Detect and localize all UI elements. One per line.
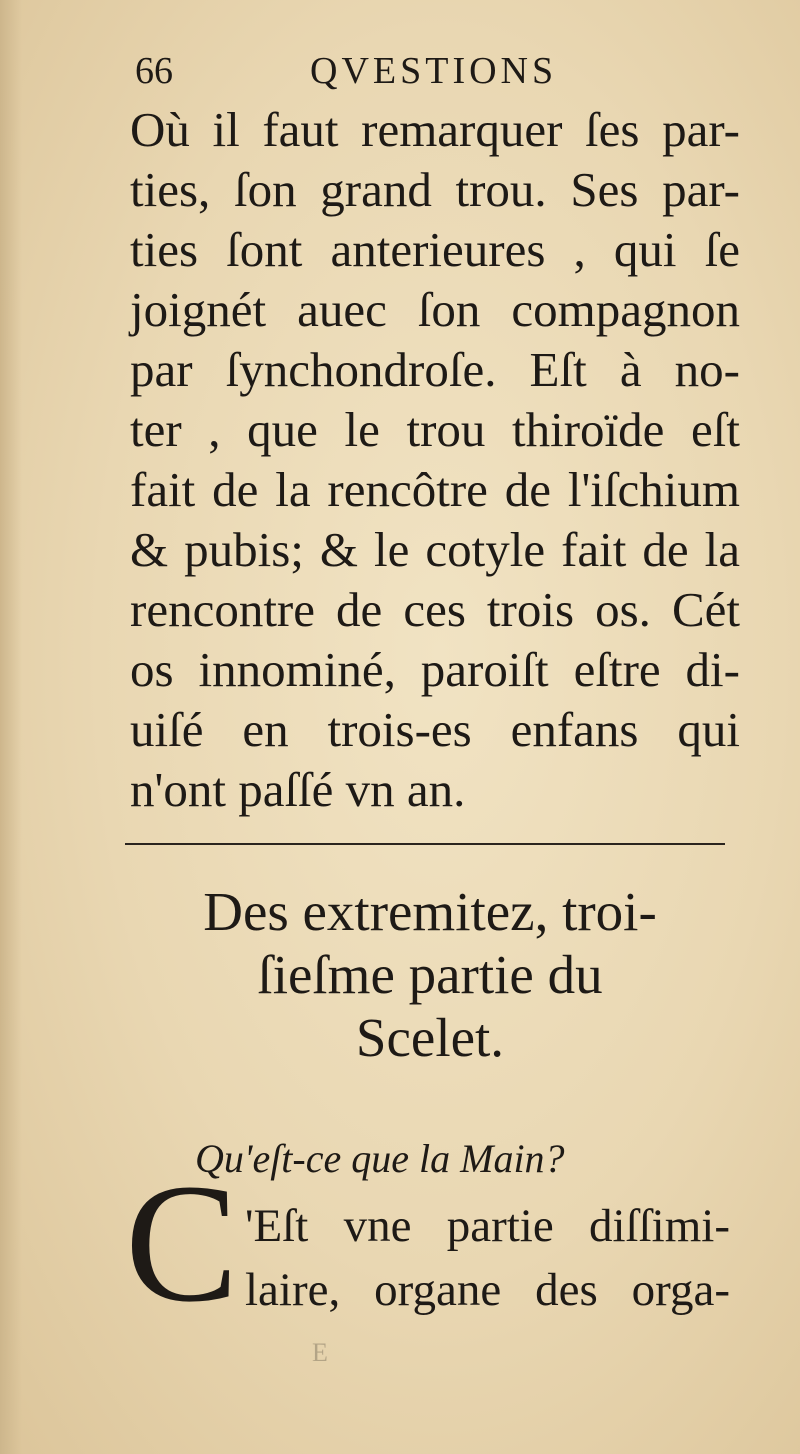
body-line: os innominé, paroiſt eſtre di- <box>130 642 740 697</box>
body-line: joignét auec ſon compagnon <box>130 282 740 337</box>
body-line: Où il faut remarquer ſes par- <box>130 102 740 157</box>
body-line: uiſé en trois-es enfans qui <box>130 702 740 757</box>
section-title-line: Scelet. <box>355 1007 505 1068</box>
section-title-line: Des extremitez, troi- <box>203 881 657 942</box>
body-line: par ſynchondroſe. Eſt à no- <box>130 342 740 397</box>
answer-line: 'Eſt vne partie diſſimi- <box>245 1200 730 1252</box>
body-line: rencontre de ces trois os. Cét <box>130 582 740 637</box>
body-paragraph <box>130 100 740 820</box>
section-title <box>125 880 735 1069</box>
page-gutter <box>0 0 22 1454</box>
section-title-line: ſieſme partie du <box>257 944 603 1005</box>
body-line: fait de la rencôtre de l'iſchium <box>130 462 740 517</box>
page-number: 66 <box>135 50 173 92</box>
body-line: ties ſont anterieures , qui ſe <box>130 222 740 277</box>
answer-line: laire, organe des orga- <box>245 1264 730 1316</box>
page-header <box>135 45 735 101</box>
section-divider <box>125 843 725 845</box>
body-line: ties, ſon grand trou. Ses par- <box>130 162 740 217</box>
body-line: ter , que le trou thiroïde eſt <box>130 402 740 457</box>
question-heading: Qu'eſt-ce que la Main? <box>195 1136 565 1181</box>
body-line: n'ont paſſé vn an. <box>130 762 466 817</box>
running-head: QVESTIONS <box>310 50 558 92</box>
signature-mark: E <box>312 1338 328 1367</box>
body-line: & pubis; & le cotyle fait de la <box>130 522 740 577</box>
drop-cap: C <box>125 1149 239 1337</box>
